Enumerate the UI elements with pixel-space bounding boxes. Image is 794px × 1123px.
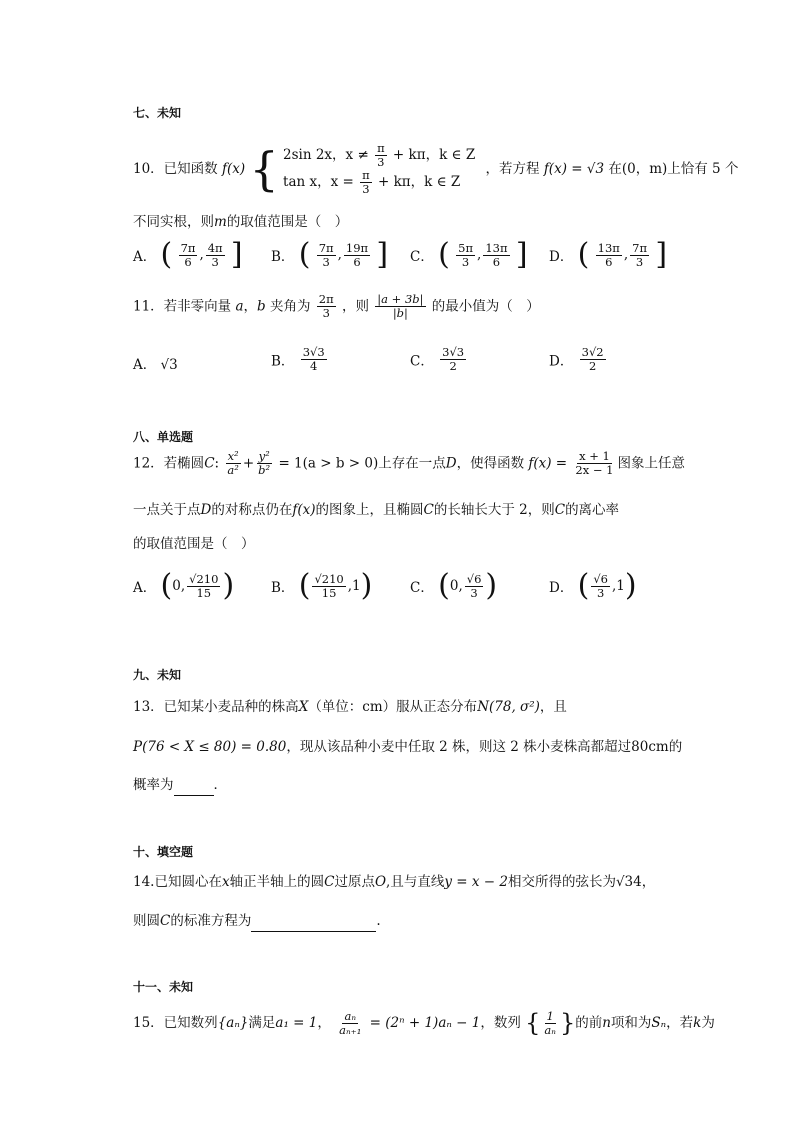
frac-den: aₙ₊₁ xyxy=(339,1022,362,1037)
q13-line3: 概率为 xyxy=(133,777,174,793)
q12-c: C xyxy=(204,455,215,472)
q10-fx: f(x) xyxy=(221,161,246,177)
q12-line2-c: 的长轴长大于 2，则 xyxy=(433,502,555,518)
frac-num: √6 xyxy=(466,571,482,586)
section-heading-11: 十一、未知 xyxy=(133,980,194,994)
q12-line2-b: 的图象上，且椭圆 xyxy=(315,502,424,518)
option-label: A． xyxy=(133,580,157,596)
q15-lead: 15．已知数列 xyxy=(133,1015,218,1031)
q15-rec: = (2ⁿ + 1)aₙ − 1 xyxy=(369,1015,481,1031)
q15-seq2: ，数列 xyxy=(480,1015,521,1031)
frac-num: √6 xyxy=(593,571,608,586)
q11-option-d[interactable] xyxy=(549,346,608,373)
frac-den: 3 xyxy=(635,254,644,269)
q15-a1: a₁ = 1 xyxy=(275,1015,318,1031)
option-left: 0, xyxy=(172,578,186,594)
frac-num: 13π xyxy=(485,240,508,255)
option-frac xyxy=(630,242,649,269)
question-11-line1 xyxy=(133,293,540,320)
q14-line1e: 相交所得的弦长为 xyxy=(507,874,616,890)
q10-option-a[interactable]: A． ( $\frac{7\pi}{6}$ , $\frac{4\pi}{3}$ ] xyxy=(133,237,243,272)
q12-ellipse-y xyxy=(256,450,272,477)
frac-num: x² xyxy=(227,449,239,463)
q11-sep: ， xyxy=(243,298,258,315)
option-frac xyxy=(440,346,466,373)
q14-x: x xyxy=(221,874,230,890)
frac-den: 3 xyxy=(362,182,370,196)
q14-line1a: 14.已知圆心在 xyxy=(133,874,222,890)
q11-expr xyxy=(375,293,425,320)
option-label: B． xyxy=(271,580,295,596)
q14-line1d: ,且与直线 xyxy=(386,874,445,890)
close-bracket: ) xyxy=(624,568,637,603)
q12-line2-f: f(x) xyxy=(292,502,316,518)
frac-den: 6 xyxy=(184,254,192,269)
option-frac xyxy=(483,242,509,269)
frac-num: 7π xyxy=(632,240,648,255)
q10-option-d[interactable]: D． ( $\frac{13\pi}{6}$ , $\frac{7\pi}{3}$ ] xyxy=(549,237,668,272)
question-12-line3: 的取值范围是（ ） xyxy=(133,536,255,552)
q14-line1b: 轴正半轴上的圆 xyxy=(229,874,325,890)
q10-option-b[interactable]: B． ( $\frac{7\pi}{3}$ , $\frac{19\pi}{6}$ ] xyxy=(271,237,389,272)
q12-c: C xyxy=(423,502,434,518)
question-12-line2 xyxy=(133,500,619,520)
frac-num: aₙ xyxy=(344,1008,356,1023)
q12-line2-mid: 的对称点仍在 xyxy=(211,502,293,518)
q10-m: m xyxy=(214,214,227,230)
section-heading-10: 十、填空题 xyxy=(133,845,194,859)
q15-inv xyxy=(542,1010,558,1037)
q10-line2-tail: 的取值范围是（ ） xyxy=(226,214,349,230)
q10-case1-frac xyxy=(375,142,387,169)
q10-option-c[interactable]: C． ( $\frac{5\pi}{3}$ , $\frac{13\pi}{6}$ ] xyxy=(410,237,528,272)
close-bracket: ) xyxy=(360,568,373,603)
q15-comma: ， xyxy=(317,1015,331,1031)
section-heading-9: 九、未知 xyxy=(133,668,182,682)
option-frac xyxy=(596,242,622,269)
option-label: C． xyxy=(410,353,434,370)
q15-end: ，若 xyxy=(666,1015,694,1031)
question-13-line3 xyxy=(133,775,227,796)
question-10-line2 xyxy=(133,212,348,232)
option-value: √3 xyxy=(160,357,178,373)
q15-sum-tail: 项和为 xyxy=(610,1015,652,1031)
q14-line-eq: y = x − 2 xyxy=(444,874,508,890)
option-frac xyxy=(344,242,370,269)
frac-num: 5π xyxy=(458,240,474,255)
q14-line2-end: . xyxy=(376,913,381,929)
option-label: D． xyxy=(549,580,574,596)
close-bracket: ] xyxy=(655,237,668,272)
option-frac xyxy=(591,573,610,600)
q10-mid: ，若方程 xyxy=(485,161,540,177)
frac-den: 3 xyxy=(211,254,219,269)
q12-exists: 上存在一点 xyxy=(378,455,446,472)
open-bracket: ( xyxy=(160,568,173,603)
q13-prob: P(76 < X ≤ 80) = 0.80 xyxy=(133,739,287,755)
option-label: C． xyxy=(410,580,434,596)
q13-unit: （单位：cm）服从正态分布 xyxy=(308,699,478,715)
q12-f-frac xyxy=(573,450,615,477)
option-frac xyxy=(179,242,198,269)
option-left: 0, xyxy=(449,578,463,594)
q10-interval: 在(0，m)上恰有 5 个 xyxy=(608,161,739,177)
q12-ellipse-tail: = 1(a > b > 0) xyxy=(278,455,379,472)
open-bracket: ( xyxy=(298,237,311,272)
frac-den: 3 xyxy=(322,306,330,320)
frac-num: 3√3 xyxy=(442,345,465,359)
frac-den: 3 xyxy=(461,254,470,269)
q11-then: ，则 xyxy=(341,298,369,315)
open-bracket: ( xyxy=(438,237,450,272)
q12-lead: 12．若椭圆 xyxy=(133,455,205,472)
option-frac xyxy=(317,242,336,269)
q11-angle-text: 夹角为 xyxy=(270,298,311,315)
answer-blank[interactable] xyxy=(251,911,376,932)
frac-den: b² xyxy=(258,463,271,477)
q13-line2-tail: ，现从该品种小麦中任取 2 株，则这 2 株小麦株高都超过80cm的 xyxy=(286,739,683,755)
frac-den: aₙ xyxy=(544,1022,556,1037)
frac-num: 4π xyxy=(207,240,223,255)
q11-option-b[interactable] xyxy=(271,346,329,373)
frac-den: 2 xyxy=(588,359,597,373)
frac-num: x + 1 xyxy=(579,449,610,463)
option-right: ,1 xyxy=(612,578,625,594)
q13-line3-end: ． xyxy=(213,777,227,793)
q14-chord: √34 xyxy=(615,874,642,890)
frac-den: 3 xyxy=(597,585,605,600)
question-13-line1 xyxy=(133,697,567,717)
q10-piecewise xyxy=(283,142,475,196)
frac-den: a² xyxy=(227,463,239,477)
q13-line1-end: ，且 xyxy=(539,699,567,715)
q12-line2: 一点关于点 xyxy=(133,502,201,518)
option-label: A． xyxy=(133,249,157,265)
q10-eq: f(x) = √3 xyxy=(543,161,605,177)
q13-x: X xyxy=(298,699,309,715)
option-frac xyxy=(580,346,606,373)
section-heading-8: 八、单选题 xyxy=(133,430,194,444)
option-right: ,1 xyxy=(347,578,361,594)
question-10-line1 xyxy=(133,142,738,202)
q12-f-eq: f(x) = xyxy=(528,455,568,472)
frac-den: 3 xyxy=(322,254,330,269)
frac-num: 3√2 xyxy=(581,345,604,359)
frac-den: 4 xyxy=(310,359,318,373)
close-bracket: ) xyxy=(485,568,498,603)
brace-symbol: { xyxy=(249,142,279,196)
close-bracket: ) xyxy=(222,568,235,603)
q12-option-d[interactable] xyxy=(549,568,637,603)
q10-case1-tail: + kπ，k ∈ Z xyxy=(392,147,476,163)
frac-den: |b| xyxy=(392,306,408,320)
q11-lead: 11．若非零向量 xyxy=(133,298,232,315)
open-bracket: ( xyxy=(160,237,173,272)
question-15-line1 xyxy=(133,1008,715,1038)
q11-option-c[interactable] xyxy=(410,346,468,373)
option-frac xyxy=(206,242,225,269)
question-14-line1 xyxy=(133,872,655,892)
frac-num: y² xyxy=(258,449,270,463)
q14-line2a: 则圆 xyxy=(133,913,160,929)
option-label: D． xyxy=(549,353,574,370)
q12-colon: : xyxy=(214,455,220,472)
q10-case1 xyxy=(283,142,475,169)
frac-num: 19π xyxy=(345,240,369,255)
option-frac xyxy=(456,242,475,269)
close-bracket: ] xyxy=(230,237,243,272)
open-bracket: ( xyxy=(438,568,450,603)
option-frac xyxy=(301,346,327,373)
open-bracket: ( xyxy=(298,568,311,603)
q12-d: D xyxy=(200,502,212,518)
frac-den: 3 xyxy=(470,585,478,600)
q14-line1f: ， xyxy=(641,874,656,890)
q11-vec-a: a xyxy=(235,298,244,315)
option-label: B． xyxy=(271,249,295,265)
option-label: B． xyxy=(271,353,295,370)
frac-num: π xyxy=(377,141,385,155)
frac-den: 6 xyxy=(353,254,361,269)
q12-line2-end: 的离心率 xyxy=(565,502,620,518)
frac-den: 15 xyxy=(321,585,337,600)
q12-option-c[interactable] xyxy=(410,568,498,603)
q15-sum-text: 的前 xyxy=(575,1015,603,1031)
section-heading-7: 七、未知 xyxy=(133,106,182,120)
option-frac xyxy=(465,573,484,600)
option-frac xyxy=(187,573,220,600)
q10-case2-tail: + kπ，k ∈ Z xyxy=(377,174,461,190)
q12-plus: + xyxy=(242,455,255,472)
q12-ellipse-x xyxy=(225,450,240,477)
q12-option-a[interactable] xyxy=(133,568,235,603)
q14-c: C xyxy=(324,874,335,890)
q14-line2b: 的标准方程为 xyxy=(170,913,252,929)
frac-den: 2 xyxy=(449,359,457,373)
question-14-line2 xyxy=(133,911,381,932)
frac-den: 6 xyxy=(492,254,501,269)
q11-vec-b: b xyxy=(257,298,266,315)
q12-graph-tail: 图象上任意 xyxy=(617,455,685,472)
frac-num: 7π xyxy=(318,240,334,255)
frac-num: √210 xyxy=(314,571,344,586)
close-bracket: ] xyxy=(376,237,389,272)
close-bracket: ] xyxy=(515,237,528,272)
option-label: C． xyxy=(410,249,434,265)
option-frac xyxy=(312,573,345,600)
frac-num: 7π xyxy=(180,240,196,255)
q12-c: C xyxy=(554,502,566,518)
q10-case2-expr: tan x，x = xyxy=(283,174,354,190)
question-12-line1 xyxy=(133,450,685,477)
q15-cond: 满足 xyxy=(248,1015,276,1031)
question-13-line2 xyxy=(133,737,682,757)
q12-d: D xyxy=(445,455,457,472)
q15-seq: {aₙ} xyxy=(217,1015,249,1031)
q11-angle xyxy=(317,293,336,320)
q10-case1-expr: 2sin 2x，x ≠ xyxy=(283,147,369,163)
frac-num: 3√3 xyxy=(302,345,325,359)
q15-ratio xyxy=(337,1010,363,1037)
q13-dist: N(78, σ²) xyxy=(477,699,540,715)
frac-den: 15 xyxy=(196,585,212,600)
q15-end2: 为 xyxy=(701,1015,715,1031)
q10-lead: 10．已知函数 xyxy=(133,161,218,177)
open-bracket: ( xyxy=(577,237,590,272)
q14-c: C xyxy=(160,913,171,929)
q14-line1c: 过原点 xyxy=(334,874,375,890)
q11-tail: 的最小值为（ ） xyxy=(431,298,540,315)
brace-symbol: { xyxy=(525,1009,541,1037)
frac-num: π xyxy=(362,168,370,182)
brace-symbol: } xyxy=(559,1009,576,1037)
q13-line1: 13．已知某小麦品种的株高 xyxy=(133,699,299,715)
q12-option-b[interactable] xyxy=(271,568,373,603)
open-bracket: ( xyxy=(577,568,590,603)
option-label: D． xyxy=(549,249,574,265)
frac-num: 1 xyxy=(546,1008,554,1023)
frac-den: 6 xyxy=(605,254,613,269)
frac-num: √210 xyxy=(189,571,219,586)
frac-num: 13π xyxy=(597,240,620,255)
frac-den: 2x − 1 xyxy=(575,463,614,477)
q11-option-a[interactable] xyxy=(133,353,178,373)
q10-case2-frac xyxy=(360,169,372,196)
q15-k: k xyxy=(693,1015,702,1031)
q15-s: Sₙ xyxy=(651,1015,667,1031)
q12-make: ，使得函数 xyxy=(456,455,525,472)
frac-den: 3 xyxy=(377,155,385,169)
q14-o: O xyxy=(374,874,387,890)
q10-case2 xyxy=(283,169,475,196)
frac-num: |a + 3b| xyxy=(377,292,424,306)
answer-blank[interactable] xyxy=(174,775,214,796)
frac-num: 2π xyxy=(318,292,334,306)
option-label: A． xyxy=(133,357,157,373)
q15-n: n xyxy=(602,1015,611,1031)
q10-line2: 不同实根，则 xyxy=(133,214,214,230)
